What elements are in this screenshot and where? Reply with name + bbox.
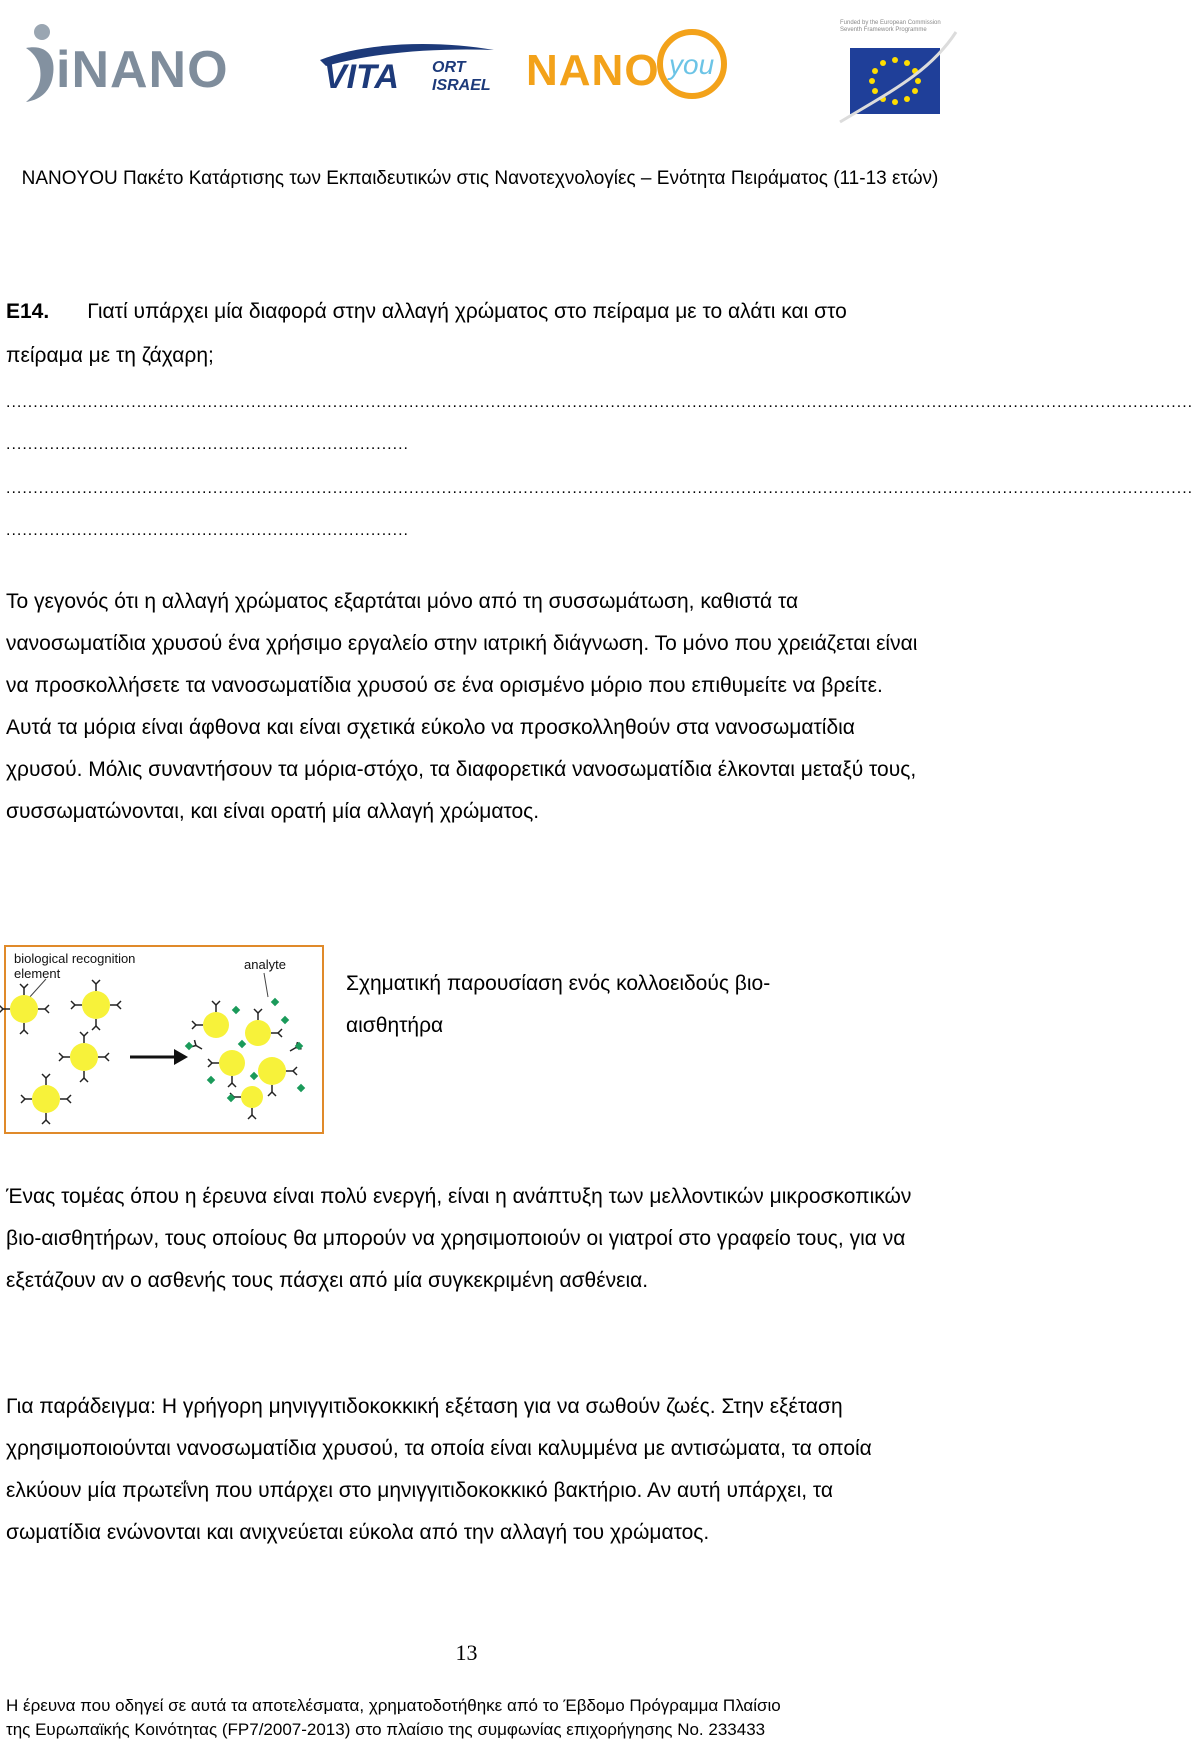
nanoyou-logo [520, 28, 730, 100]
eu-funding-logo [800, 12, 956, 124]
funding-footer [6, 1694, 956, 1742]
gold-particle-2 [71, 980, 121, 1030]
paragraph-gold-nanoparticles: Το γεγονός ότι η αλλαγή χρώματος εξαρτάται μόνο από τη συσσωμάτωση, καθιστά τα νανοσωματίδια χρυσού ένα χρήσιμο εργαλείο στην ιατρική διάγνωση. Το μόνο που χρειάζεται είναι να προσκολλήσετε τα νανοσωματίδια χρυσού σε ένα ορισμένο μόριο που επιθυμείτε να βρείτε. Αυτά τα μόρια είναι άφθονα και είναι σχετικά εύκολο να προσκολληθούν στα νανοσωματίδια χρυσού. Μόλις συναντήσουν τα μόρια-στόχο, τα διαφορετικά νανοσωματίδια έλκονται μεταξύ τους, συσσωματώνονται, και είναι ορατή μία αλλαγή χρώματος. [6, 590, 918, 823]
document-header-title: NANOYOU Πακέτο Κατάρτισης των Εκπαιδευτικών στις Νανοτεχνολογίες – Ενότητα Πειράματος (11-13 ετών) [21, 168, 939, 189]
biosensor-diagram [6, 947, 322, 1132]
answer-line-4: .......................................................................... [6, 522, 409, 539]
biological-recognition-label: biological recognition element [14, 951, 136, 981]
reaction-arrow-icon [130, 1049, 188, 1065]
inano-logo [12, 22, 229, 104]
eu-funded-text: Funded by the European Commission Seventh Framework Programme [840, 20, 941, 33]
figure-caption: Σχηματική παρουσίαση ενός κολλοειδούς βιο-αισθητήρα [346, 972, 771, 1037]
biosensor-figure [4, 945, 324, 1134]
label-pointer-line [28, 979, 46, 999]
gold-particle-1 [0, 984, 49, 1034]
question-e14 [6, 290, 926, 378]
vita-logo-graphic [316, 38, 506, 96]
ort-text: ORT [432, 59, 466, 76]
answer-line-3: .......................................................................................................................................................................................................................... [6, 480, 1193, 497]
page-number: 13 [455, 1640, 478, 1665]
question-number: E14. [6, 300, 50, 323]
inano-logo-text: iNANO [56, 41, 229, 99]
analyte-pointer-line [264, 973, 268, 997]
gold-particle-4 [21, 1074, 71, 1124]
nanoyou-you-text: you [669, 49, 715, 80]
analyte-label: analyte [244, 957, 286, 972]
israel-text: ISRAEL [432, 77, 491, 94]
analyte-molecules [185, 998, 305, 1102]
footer-line-2: της Ευρωπαϊκής Κοινότητας (FP7/2007-2013) στο πλαίσιο της συμφωνίας επιχορήγησης No. 233433 [6, 1720, 766, 1739]
paragraph-meningitis-example: Για παράδειγμα: Η γρήγορη μηνιγγιτιδοκοκκική εξέταση για να σωθούν ζωές. Στην εξέταση χρησιμοποιούνται νανοσωματίδια χρυσού, τα οποία είναι καλυμμένα με αντισώματα, τα οποία ελκύουν μία πρωτεΐνη που υπάρχει στο μηνιγγιτιδοκοκκικό βακτήριο. Αν αυτή υπάρχει, τα σωματίδια ενώνονται και ανιχνεύεται εύκολα από την αλλαγή του χρώματος. [6, 1395, 872, 1544]
footer-line-1: Η έρευνα που οδηγεί σε αυτά τα αποτελέσματα, χρηματοδοτήθηκε από το Έβδομο Πρόγραμμα Πλαίσιο [6, 1696, 781, 1715]
eu-swoosh-decoration [800, 12, 956, 124]
gold-particle-3 [59, 1032, 109, 1082]
answer-line-2: .......................................................................... [6, 436, 409, 453]
vita-ort-israel-logo [316, 38, 506, 96]
answer-line-1: .......................................................................................................................................................................................................................... [6, 394, 1193, 411]
nanoyou-you-icon [656, 28, 728, 100]
vita-text: VITA [324, 58, 399, 96]
question-text: Γιατί υπάρχει μία διαφορά στην αλλαγή χρώματος στο πείραμα με το αλάτι και στο πείραμα με τη ζάχαρη; [6, 300, 847, 367]
paragraph-biosensors: Ένας τομέας όπου η έρευνα είναι πολύ ενεργή, είναι η ανάπτυξη των μελλοντικών μικροσκοπικών βιο-αισθητήρων, τους οποίους θα μπορούν να χρησιμοποιούν οι γιατροί στο γραφείο τους, για να εξετάζουν αν ο ασθενής τους πάσχει από μία συγκεκριμένη ασθένεια. [6, 1185, 912, 1292]
nanoyou-nano-text: NANO [526, 46, 660, 95]
